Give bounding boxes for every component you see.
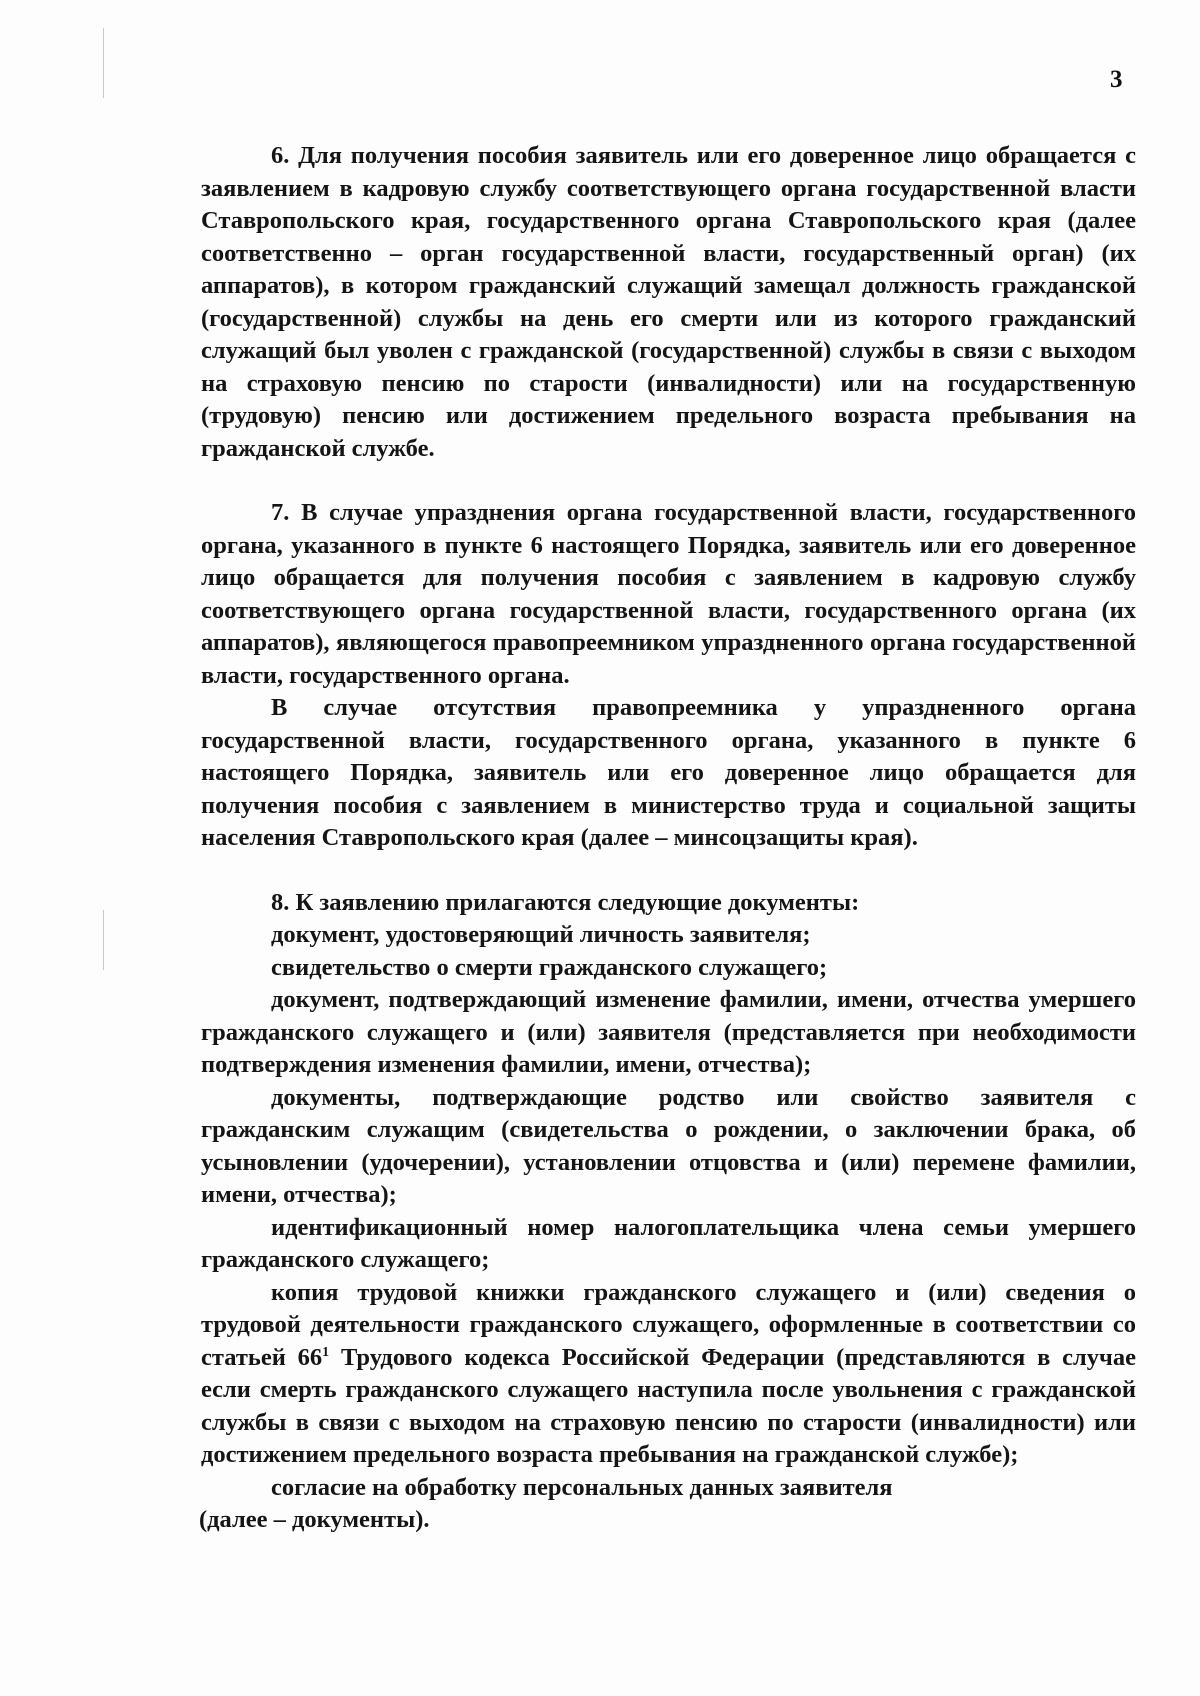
document-list-item: свидетельство о смерти гражданского служащего; (271, 953, 828, 981)
workbook-text-before: копия трудовой книжки гражданского служащего и (или) сведения о трудовой деятельности гражданского служащего, оформленные в соответствии со статьей 66 (201, 1278, 1136, 1371)
paragraph-7: 7. В случае упразднения органа государственной власти, государственного органа, указанного в пункте 6 настоящего Порядка, заявитель или его доверенное лицо обращается для получения пособия с заявлением в кадровую службу соответствующего органа государственной власти, государственного органа (их аппаратов), являющегося правопреемником упраздненного органа государственной власти, государственного органа. (201, 499, 1136, 689)
paragraph-7-continued: В случае отсутствия правопреемника у упраздненного органа государственной власти, государственного органа, указанного в пункте 6 настоящего Порядка, заявитель или его доверенное лицо обращается для получения пособия с заявлением в министерство труда и социальной защиты населения Ставропольского края (далее – минсоцзащиты края). (201, 694, 1136, 851)
workbook-text-after: Трудового кодекса Российской Федерации (представляются в случае если смерть гражданского служащего наступила после увольнения с гражданской службы в связи с выходом на страховую пенсию по старости (инвалидности) или достижением предельного возраста пребывания на гражданской службе); (201, 1343, 1136, 1468)
document-list-item: идентификационный номер налогоплательщика члена семьи умершего гражданского служащего; (201, 1213, 1136, 1273)
paragraph-8-intro: 8. К заявлению прилагаются следующие документы: (271, 888, 860, 916)
paragraph-6: 6. Для получения пособия заявитель или его доверенное лицо обращается с заявлением в кадровую службу соответствующего органа государственной власти Ставропольского края, государственного органа Ставропольского края (далее соответственно – орган государственной власти, государственный орган) (их аппаратов), в котором гражданский служащий замещал должность гражданской (государственной) службы на день его смерти или из которого гражданский служащий был уволен с гражданской (государственной) службы в связи с выходом на страховую пенсию по старости (инвалидности) или на государственную (трудовую) пенсию или достижением предельного возраста пребывания на гражданской службе. (201, 142, 1136, 462)
article-superscript: 1 (322, 1344, 330, 1360)
page-number: 3 (1110, 66, 1123, 93)
document-list-item-consent: согласие на обработку персональных данных заявителя (271, 1473, 893, 1501)
document-list-item: документ, удостоверяющий личность заявителя; (271, 921, 811, 948)
scan-margin-mark (103, 910, 104, 970)
scan-margin-mark (103, 28, 104, 98)
document-list-item-workbook (201, 1277, 1136, 1472)
document-body (201, 140, 1136, 1537)
document-list-item: документ, подтверждающий изменение фамилии, имени, отчества умершего гражданского служащего и (или) заявителя (представляется при необходимости подтверждения изменения фамилии, имени, отчества); (201, 986, 1136, 1078)
documents-definition: (далее – документы). (199, 1506, 430, 1533)
document-list-item: документы, подтверждающие родство или свойство заявителя с гражданским служащим (свидетельства о рождении, о заключении брака, об усыновлении (удочерении), установлении отцовства и (или) перемене фамилии, имени, отчества); (201, 1083, 1136, 1208)
